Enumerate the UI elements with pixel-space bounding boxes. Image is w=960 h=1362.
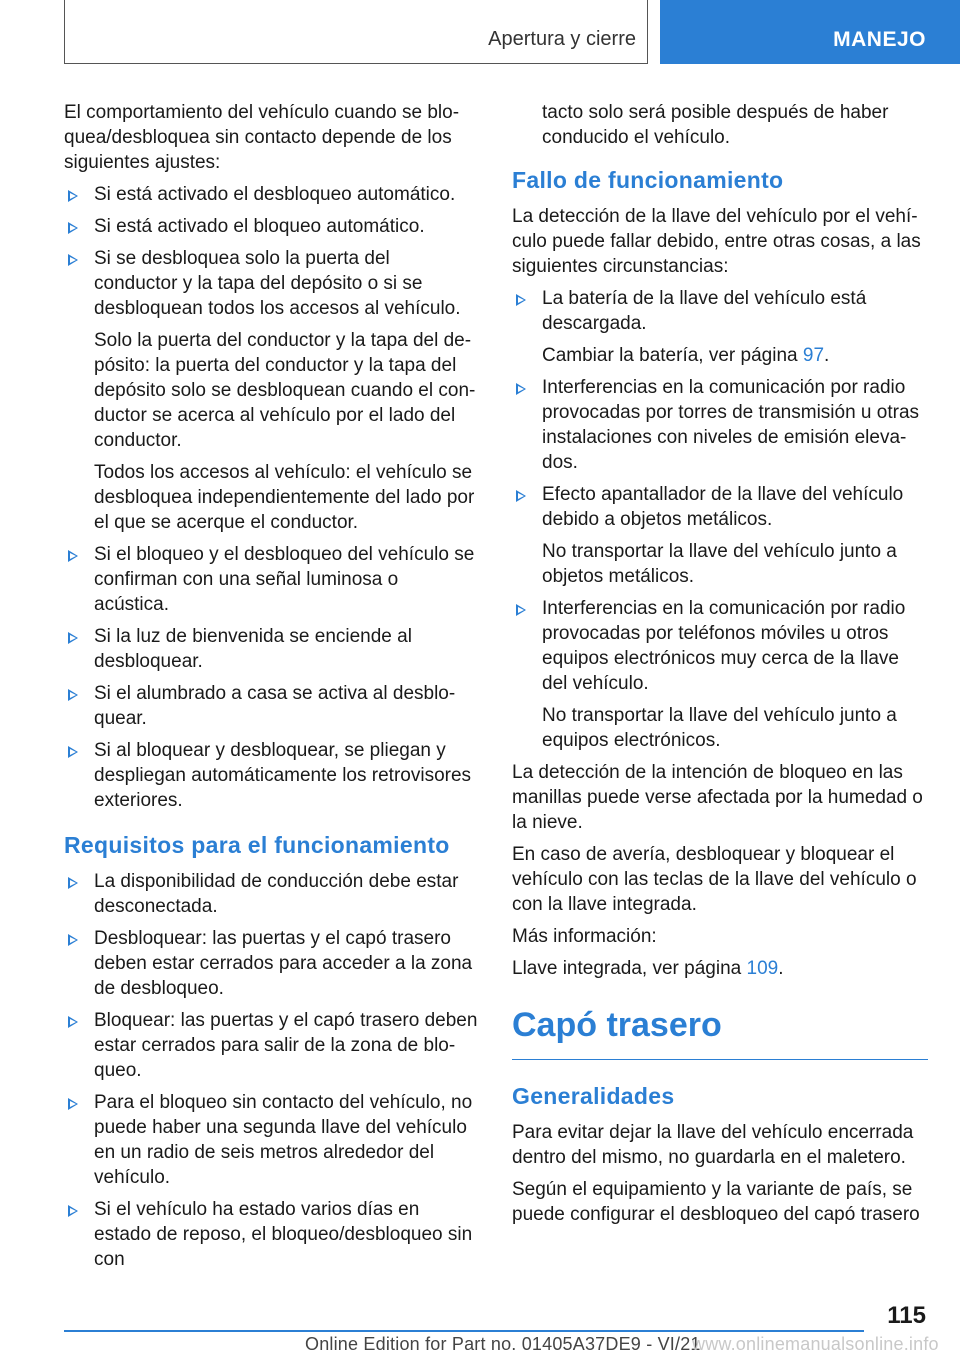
trunk-heading: Capó trasero bbox=[512, 1003, 928, 1060]
general-heading: Generalidades bbox=[512, 1083, 675, 1109]
fault-heading: Fallo de funcionamiento bbox=[512, 167, 784, 193]
triangle-bullet-icon bbox=[68, 1098, 78, 1110]
page-link-97[interactable]: 97 bbox=[802, 345, 825, 366]
list-item: Interferencias en la comunicación por radio provocadas por torres de transmisión u otras instalaciones con niveles de emisión elevados. bbox=[512, 375, 928, 475]
triangle-bullet-icon bbox=[68, 632, 78, 644]
sub-paragraph-driver-door: Solo la puerta del conductor y la tapa del depósito: la puerta del conductor y la tapa del depósito solo se desbloquean cuando el conductor se acerca al vehículo por el lado del conductor. bbox=[94, 330, 476, 451]
triangle-bullet-icon bbox=[68, 550, 78, 562]
triangle-bullet-icon bbox=[68, 254, 78, 266]
footer-watermark: www.onlinemanualsonline.info bbox=[692, 1334, 939, 1354]
list-item: Desbloquear: las puertas y el capó trasero deben estar cerrados para acceder a la zona de desbloqueo. bbox=[64, 926, 478, 1001]
triangle-bullet-icon bbox=[68, 222, 78, 234]
list-item: Si la luz de bienvenida se enciende al desbloquear. bbox=[64, 624, 478, 674]
header-section-title: Apertura y cierre bbox=[488, 28, 636, 50]
general-paragraph-1: Para evitar dejar la llave del vehículo encerrada dentro del mismo, no guardarla en el maletero. bbox=[512, 1122, 914, 1168]
intro-paragraph: El comportamiento del vehículo cuando se bloquea/desbloquea sin contacto depende de los siguientes ajustes: bbox=[64, 102, 460, 173]
triangle-bullet-icon bbox=[68, 877, 78, 889]
list-item: Si el alumbrado a casa se activa al desbloquear. bbox=[64, 681, 478, 731]
triangle-bullet-icon bbox=[68, 746, 78, 758]
triangle-bullet-icon bbox=[516, 383, 526, 395]
general-paragraph-2: Según el equipamiento y la variante de país, se puede configurar el desbloqueo del capó trasero bbox=[512, 1179, 920, 1225]
triangle-bullet-icon bbox=[516, 294, 526, 306]
list-item: Si está activado el bloqueo automático. bbox=[64, 214, 478, 239]
integrated-key-reference: Llave integrada, ver página 109. bbox=[512, 958, 784, 979]
fault-intro-paragraph: La detección de la llave del vehículo por el vehículo puede fallar debido, entre otras cosas, a las siguientes circunstancias: bbox=[512, 206, 921, 277]
electronic-note: No transportar la llave del vehículo junto a equipos electrónicos. bbox=[542, 705, 897, 751]
list-item: Interferencias en la comunicación por radio provocadas por teléfonos móviles u otros equipos electrónicos muy cerca de la llave del vehículo. bbox=[512, 596, 928, 696]
list-item: La batería de la llave del vehículo está descargada. bbox=[512, 286, 928, 336]
footer-divider bbox=[64, 1330, 864, 1332]
triangle-bullet-icon bbox=[68, 1205, 78, 1217]
list-item: La disponibilidad de conducción debe estar desconectada. bbox=[64, 869, 478, 919]
fault-case-paragraph: En caso de avería, desbloquear y bloquear el vehículo con las teclas de la llave del vehículo o con la llave integrada. bbox=[512, 844, 917, 915]
list-item: Si el vehículo ha estado varios días en estado de reposo, el bloqueo/desbloqueo sin con bbox=[64, 1197, 478, 1272]
more-info-label: Más información: bbox=[512, 926, 657, 947]
sub-paragraph-all-access: Todos los accesos al vehículo: el vehículo se desbloquea independientemente del lado por el que se acerque el conductor. bbox=[94, 462, 475, 533]
footer-edition: Online Edition for Part no. 01405A37DE9 - VI/21 bbox=[305, 1334, 701, 1354]
handles-paragraph: La detección de la intención de bloqueo en las manillas puede verse afectada por la humedad o la nieve. bbox=[512, 762, 923, 833]
header-chapter-label: MANEJO bbox=[833, 28, 926, 51]
metal-note: No transportar la llave del vehículo junto a objetos metálicos. bbox=[542, 541, 897, 587]
requirements-heading: Requisitos para el funcionamiento bbox=[64, 832, 450, 858]
triangle-bullet-icon bbox=[68, 689, 78, 701]
list-item: Bloquear: las puertas y el capó trasero deben estar cerrados para salir de la zona de bloqueo. bbox=[64, 1008, 478, 1083]
battery-reference: Cambiar la batería, ver página 97. bbox=[542, 345, 830, 366]
continuation-paragraph: tacto solo será posible después de haber conducido el vehículo. bbox=[542, 102, 889, 148]
triangle-bullet-icon bbox=[68, 1016, 78, 1028]
triangle-bullet-icon bbox=[68, 934, 78, 946]
list-item: Si está activado el desbloqueo automático. bbox=[64, 182, 478, 207]
triangle-bullet-icon bbox=[516, 490, 526, 502]
page-number: 115 bbox=[887, 1302, 926, 1329]
list-item: Si se desbloquea solo la puerta del conductor y la tapa del depósito o si se desbloquean todos los accesos al vehículo. bbox=[64, 246, 478, 321]
header-chapter-tab[interactable] bbox=[660, 0, 960, 64]
list-item: Si el bloqueo y el desbloqueo del vehículo se confirman con una señal luminosa o acústica. bbox=[64, 542, 478, 617]
triangle-bullet-icon bbox=[516, 604, 526, 616]
page-link-109[interactable]: 109 bbox=[746, 958, 779, 979]
list-item: Para el bloqueo sin contacto del vehículo, no puede haber una segunda llave del vehículo en un radio de seis metros alrededor del vehículo. bbox=[64, 1090, 478, 1190]
list-item: Si al bloquear y desbloquear, se pliegan y despliegan automáticamente los retrovisores exteriores. bbox=[64, 738, 478, 813]
list-item: Efecto apantallador de la llave del vehículo debido a objetos metálicos. bbox=[512, 482, 928, 532]
right-column bbox=[512, 100, 928, 1234]
left-column bbox=[64, 100, 478, 1279]
triangle-bullet-icon bbox=[68, 190, 78, 202]
